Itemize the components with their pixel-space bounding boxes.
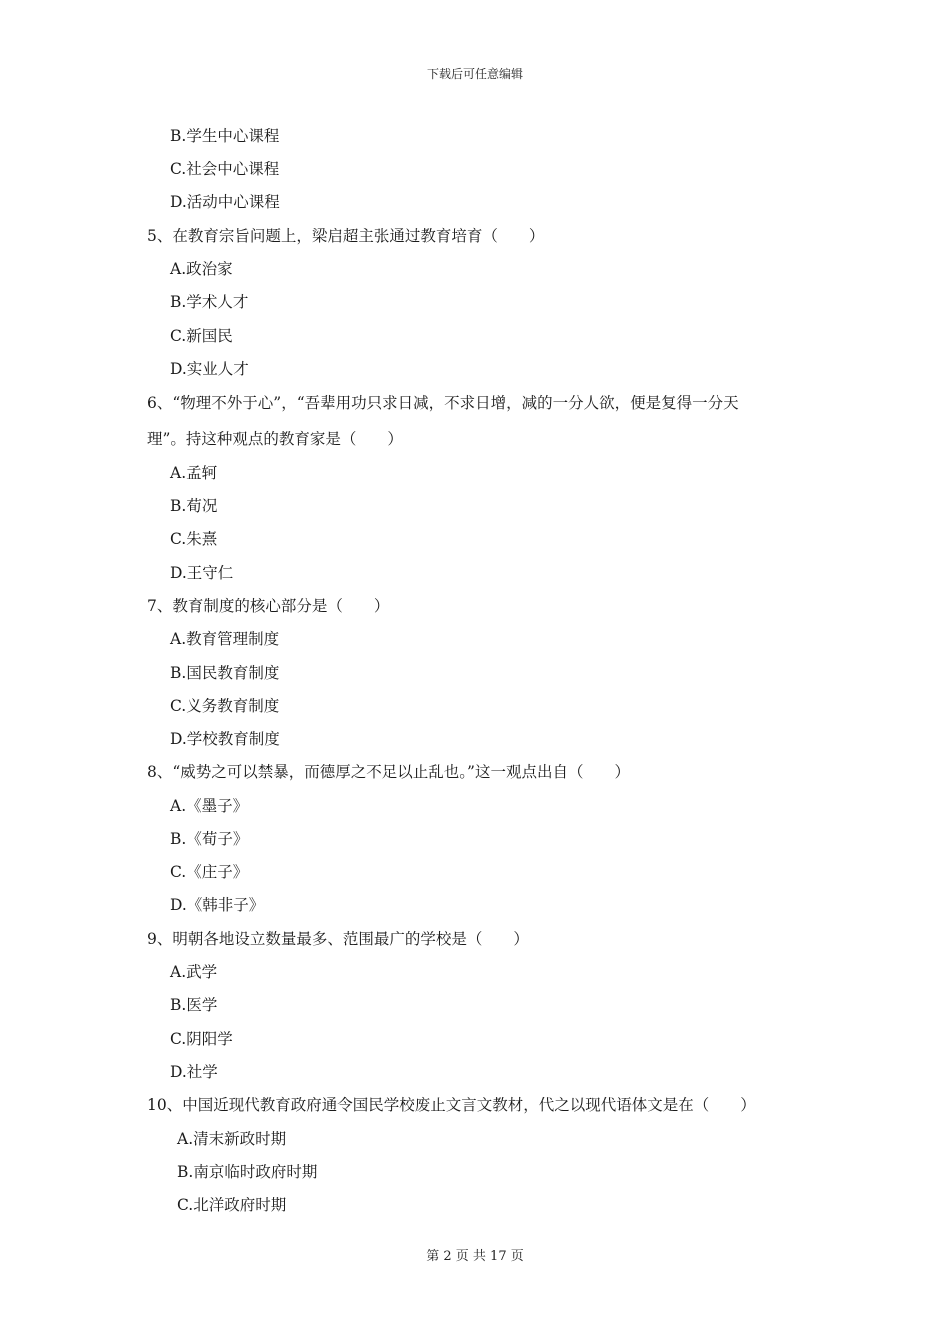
option-5c: C.新国民 [170,327,233,345]
option-7d: D.学校教育制度 [170,730,280,748]
option-4d: D.活动中心课程 [170,193,280,211]
question-9: 9、明朝各地设立数量最多、范围最广的学校是（ ） [147,930,529,948]
option-10c: C.北洋政府时期 [177,1196,287,1214]
option-9c: C.阴阳学 [170,1030,233,1048]
page-header: 下载后可任意编辑 [426,67,523,81]
option-9d: D.社学 [170,1063,218,1081]
option-7c: C.义务教育制度 [170,697,280,715]
option-4c: C.社会中心课程 [170,160,280,178]
option-5b: B.学术人才 [170,293,249,311]
option-6b: B.荀况 [170,497,218,515]
option-10a: A.清末新政时期 [177,1130,287,1148]
question-6-line-2: 理”。持这种观点的教育家是（ ） [147,430,403,448]
option-8a: A.《墨子》 [170,797,249,815]
option-8b: B.《荀子》 [170,830,249,848]
option-6d: D.王守仁 [170,564,234,582]
option-9b: B.医学 [170,996,218,1014]
option-7a: A.教育管理制度 [170,630,280,648]
option-4b: B.学生中心课程 [170,127,280,145]
option-9a: A.武学 [170,963,218,981]
option-6a: A.孟轲 [170,464,218,482]
question-8: 8、“威势之可以禁暴，而德厚之不足以止乱也。”这一观点出自（ ） [147,763,630,781]
option-10b: B.南京临时政府时期 [177,1163,318,1181]
question-6-line-1: 6、“物理不外于心”，“吾辈用功只求日减，不求日增，减的一分人欲，便是复得一分天 [147,394,739,412]
question-5: 5、在教育宗旨问题上，梁启超主张通过教育培育（ ） [147,227,545,245]
option-5d: D.实业人才 [170,360,249,378]
option-8d: D.《韩非子》 [170,896,265,914]
option-6c: C.朱熹 [170,530,218,548]
option-5a: A.政治家 [170,260,233,278]
option-7b: B.国民教育制度 [170,664,280,682]
question-7: 7、教育制度的核心部分是（ ） [147,597,390,615]
option-8c: C.《庄子》 [170,863,249,881]
question-10: 10、中国近现代教育政府通令国民学校废止文言文教材，代之以现代语体文是在（ ） [147,1096,756,1114]
page-footer: 第 2 页 共 17 页 [426,1249,524,1264]
